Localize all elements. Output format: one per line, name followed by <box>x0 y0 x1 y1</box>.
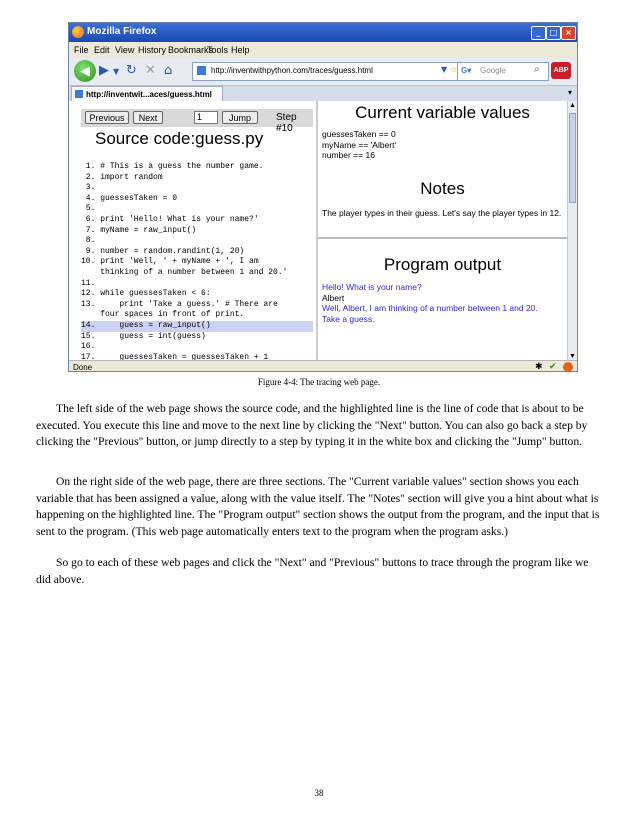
menu-history[interactable]: History <box>138 45 167 55</box>
maximize-icon[interactable]: □ <box>546 26 561 40</box>
code-line: 15. guess = int(guess) <box>81 331 206 341</box>
previous-button[interactable]: Previous <box>85 111 129 124</box>
title-bar <box>69 23 577 42</box>
highlighted-code-line: 14. guess = raw_input() <box>81 321 313 332</box>
bookmark-star-icon[interactable]: ☆ <box>450 65 458 74</box>
code-line: 7. myName = raw_input() <box>81 225 197 235</box>
output-line: Hello! What is your name? <box>322 282 422 292</box>
code-line: 3. <box>81 183 96 193</box>
output-section <box>318 239 567 360</box>
google-icon[interactable]: G▾ <box>461 66 472 75</box>
code-line: 5. <box>81 204 96 214</box>
tab-guess[interactable] <box>71 86 223 101</box>
status-firefox-icon[interactable] <box>563 362 573 372</box>
status-check-icon[interactable]: ✔ <box>549 362 557 372</box>
scroll-up-icon[interactable]: ▲ <box>569 101 576 109</box>
minimize-icon[interactable]: _ <box>531 26 546 40</box>
variables-title: Current variable values <box>355 103 530 122</box>
code-line: 8. <box>81 236 96 246</box>
vertical-scrollbar[interactable] <box>567 101 578 360</box>
code-line: 12. while guessesTaken < 6: <box>81 289 211 299</box>
menu-edit[interactable]: Edit <box>94 45 110 55</box>
code-line: 10. print 'Well, ' + myName + ', I am <box>81 257 259 267</box>
tab-list-icon[interactable]: ▾ <box>568 88 573 97</box>
output-line: Take a guess. <box>322 313 375 324</box>
code-line: 11. <box>81 278 96 288</box>
firefox-logo-icon <box>72 26 84 38</box>
notes-title: Notes <box>420 179 465 198</box>
output-title: Program output <box>383 255 502 274</box>
addon-gear-icon[interactable]: ✱ <box>535 362 543 372</box>
code-line: 13. print 'Take a guess.' # There are <box>81 299 278 309</box>
window-title: Mozilla Firefox <box>87 26 157 37</box>
menu-file[interactable]: File <box>74 45 89 55</box>
variable-item: number == 16 <box>322 150 375 160</box>
source-code <box>81 162 313 360</box>
stop-icon[interactable]: ✕ <box>145 63 156 78</box>
variables-section <box>318 101 567 179</box>
variables-list <box>318 129 567 161</box>
paragraph-1: The left side of the web page shows the source code, and the highlighted line is the line of code that is about to be executed. You execute this line and move to the next line by clicking the "Next" button. You can also go back a step by clicking the "Previous" button, or jump directly to a step by typing it in the white box and clicking the "Jump" button. <box>36 402 588 449</box>
variable-item: myName == 'Albert' <box>322 139 397 150</box>
forward-arrow-icon[interactable]: ▶ <box>99 63 109 78</box>
back-arrow-icon[interactable]: ◀ <box>74 60 96 82</box>
url-dropdown-icon[interactable]: ▼ <box>441 65 448 74</box>
adblock-icon[interactable]: ABP <box>551 62 571 79</box>
notes-text: The player types in their guess. Let's say the player types in 12. <box>322 208 562 218</box>
home-icon[interactable]: ⌂ <box>164 63 173 78</box>
tab-favicon-icon <box>75 90 83 98</box>
menu-bookmarks[interactable]: Bookmarks <box>168 45 214 55</box>
figure-caption: Figure 4-4: The tracing web page. <box>257 377 381 387</box>
code-line: 2. import random <box>81 172 163 182</box>
scroll-thumb[interactable] <box>569 113 576 203</box>
next-button[interactable]: Next <box>133 111 163 124</box>
web-page <box>69 101 567 360</box>
code-line: 9. number = random.randint(1, 20) <box>81 246 245 256</box>
tab-title: http://inventwit...aces/guess.html <box>86 90 212 99</box>
variable-item: guessesTaken == 0 <box>322 129 396 139</box>
status-bar <box>69 360 577 372</box>
browser-window <box>68 22 578 372</box>
output-lines <box>318 282 567 324</box>
source-title: Source code:guess.py <box>95 129 264 148</box>
code-line: 6. print 'Hello! What is your name?' <box>81 214 259 224</box>
code-line: 17. guessesTaken = guessesTaken + 1 <box>81 352 269 360</box>
code-line: 1. # This is a guess the number game. <box>81 162 264 171</box>
tab-bar <box>69 86 577 101</box>
search-placeholder: Google <box>480 66 506 75</box>
jump-button[interactable]: Jump <box>222 111 258 124</box>
output-line: Well, Albert, I am thinking of a number between 1 and 20. <box>322 303 538 313</box>
search-box[interactable] <box>457 62 549 81</box>
output-line: Albert <box>322 292 345 303</box>
search-magnifier-icon[interactable]: ⌕ <box>534 64 540 75</box>
navigation-toolbar <box>69 58 577 86</box>
site-favicon-icon <box>197 66 206 75</box>
paragraph-3: So go to each of these web pages and click the "Next" and "Previous" buttons to trace through the program like we did above. <box>36 556 589 586</box>
code-line: four spaces in front of print. <box>81 310 245 320</box>
close-icon[interactable]: × <box>561 26 576 40</box>
trace-controls <box>81 109 313 134</box>
step-input[interactable]: 1 <box>194 111 218 124</box>
step-label: Step #10 <box>276 112 297 134</box>
history-dropdown-icon[interactable]: ▼ <box>113 67 120 76</box>
code-line: 16. <box>81 342 96 352</box>
menu-help[interactable]: Help <box>231 45 250 55</box>
menu-view[interactable]: View <box>115 45 135 55</box>
notes-section <box>318 177 567 239</box>
code-line: 4. guessesTaken = 0 <box>81 193 178 203</box>
url-text: http://inventwithpython.com/traces/guess.html <box>211 66 373 75</box>
scroll-down-icon[interactable]: ▼ <box>569 352 576 360</box>
url-bar[interactable] <box>192 62 462 81</box>
page-number: 38 <box>314 788 324 798</box>
code-line: thinking of a number between 1 and 20.' <box>81 267 288 277</box>
reload-icon[interactable]: ↻ <box>126 63 137 78</box>
menu-tools[interactable]: Tools <box>207 45 229 55</box>
menu-bar <box>69 42 577 58</box>
paragraph-2: On the right side of the web page, there are three sections. The "Current variable values" section shows you each variable that has been assigned a value, along with the value itself. The "Notes" section will give you a hint about what is happening on the highlighted line. The "Program output" section shows the output from the program, and the input that is sent to the program. (This web page automatically enters text to the program when the program asks.) <box>36 475 600 539</box>
status-text: Done <box>73 363 93 372</box>
